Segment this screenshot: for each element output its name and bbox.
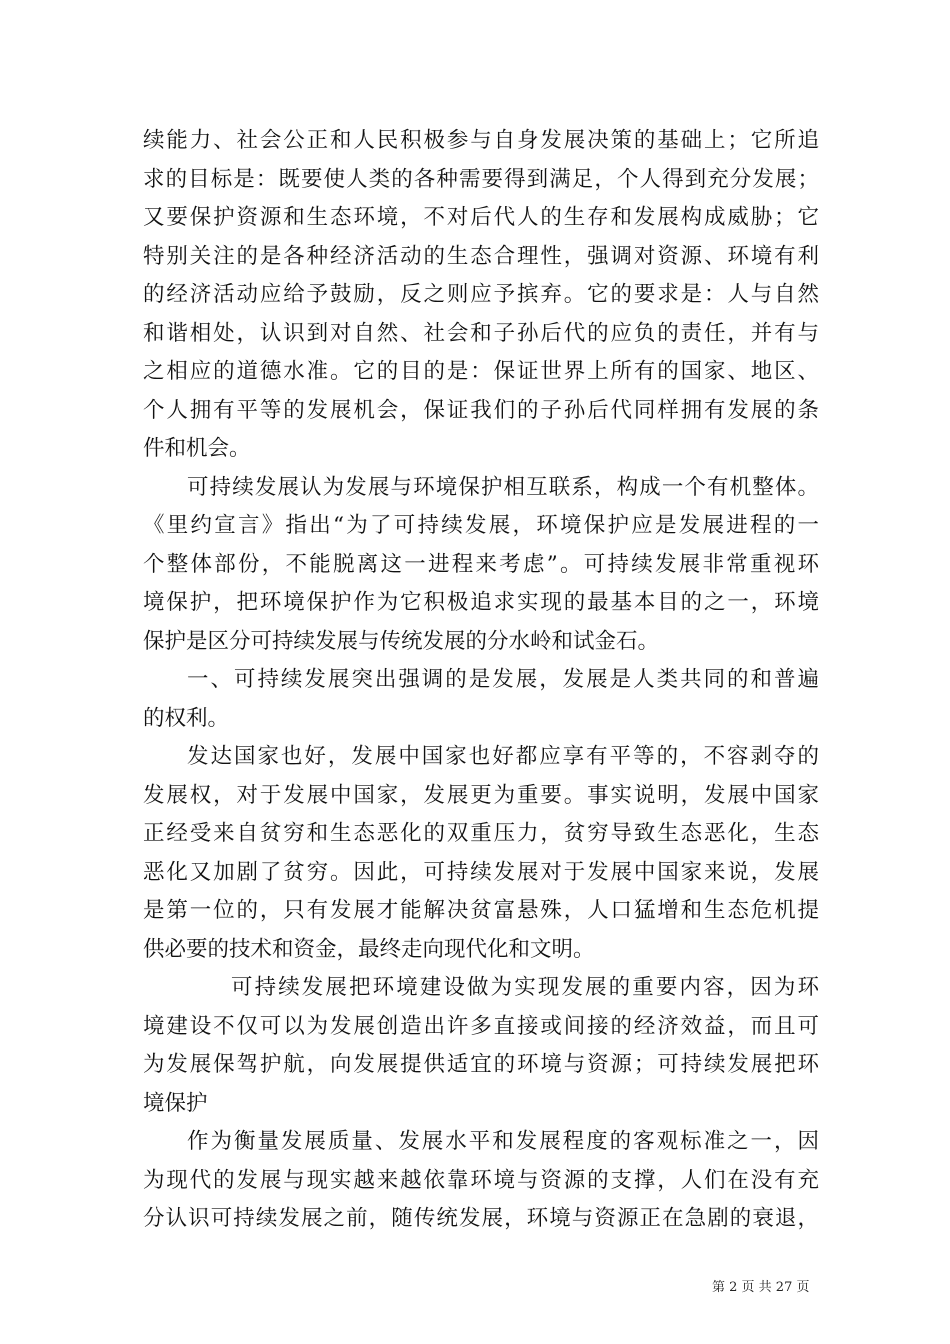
text-line: 求的目标是：既要使人类的各种需要得到满足，个人得到充分发展； — [143, 166, 819, 192]
text-line: 境保护，把环境保护作为它积极追求实现的最基本目的之一，环境 — [143, 590, 819, 615]
text-line: 个人拥有平等的发展机会，保证我们的子孙后代同样拥有发展的条 — [143, 397, 819, 423]
text-line: 作为衡量发展质量、发展水平和发展程度的客观标准之一，因 — [187, 1129, 819, 1154]
text-line: 发展权，对于发展中国家，发展更为重要。事实说明，发展中国家 — [143, 782, 819, 808]
text-line: 正经受来自贫穷和生态恶化的双重压力，贫穷导致生态恶化，生态 — [143, 821, 819, 846]
text-line: 件和机会。 — [143, 436, 251, 461]
text-line: 分认识可持续发展之前，随传统发展，环境与资源正在急剧的衰退， — [143, 1206, 819, 1231]
text-line: 《里约宣言》指出“为了可持续发展，环境保护应是发展进程的一 — [143, 513, 819, 538]
text-line: 和谐相处，认识到对自然、社会和子孙后代的应负的责任，并有与 — [143, 320, 819, 346]
text-line: 为发展保驾护航，向发展提供适宜的环境与资源；可持续发展把环 — [143, 1052, 819, 1077]
text-line: 的权利。 — [143, 705, 230, 731]
text-line: 可持续发展把环境建设做为实现发展的重要内容，因为环 — [231, 975, 819, 1000]
text-line: 可持续发展认为发展与环境保护相互联系，构成一个有机整体。 — [187, 474, 819, 500]
text-line: 之相应的道德水准。它的目的是：保证世界上所有的国家、地区、 — [143, 359, 819, 384]
text-line: 一、可持续发展突出强调的是发展，发展是人类共同的和普遍 — [187, 667, 819, 692]
text-line: 保护是区分可持续发展与传统发展的分水岭和试金石。 — [143, 628, 660, 654]
text-line: 为现代的发展与现实越来越依靠环境与资源的支撑，人们在没有充 — [143, 1167, 819, 1193]
text-line: 是第一位的，只有发展才能解决贫富悬殊，人口猛增和生态危机提 — [143, 898, 819, 923]
text-line: 供必要的技术和资金，最终走向现代化和文明。 — [143, 936, 595, 962]
text-line: 个整体部份，不能脱离这一进程来考虑”。可持续发展非常重视环 — [143, 551, 819, 577]
text-line: 续能力、社会公正和人民积极参与自身发展决策的基础上；它所追 — [143, 128, 819, 153]
text-line: 的经济活动应给予鼓励，反之则应予摈弃。它的要求是：人与自然 — [143, 282, 819, 307]
text-line: 又要保护资源和生态环境，不对后代人的生存和发展构成威胁；它 — [143, 205, 819, 230]
text-line: 恶化又加剧了贫穷。因此，可持续发展对于发展中国家来说，发展 — [143, 859, 819, 885]
text-line: 境保护 — [143, 1090, 208, 1116]
page-number-footer: 第 2 页 共 27 页 — [712, 1280, 810, 1295]
text-line: 发达国家也好，发展中国家也好都应享有平等的，不容剥夺的 — [187, 744, 819, 769]
text-line: 特别关注的是各种经济活动的生态合理性，强调对资源、环境有利 — [143, 243, 819, 269]
text-line: 境建设不仅可以为发展创造出许多直接或间接的经济效益，而且可 — [143, 1013, 819, 1039]
body-text — [143, 122, 819, 1239]
